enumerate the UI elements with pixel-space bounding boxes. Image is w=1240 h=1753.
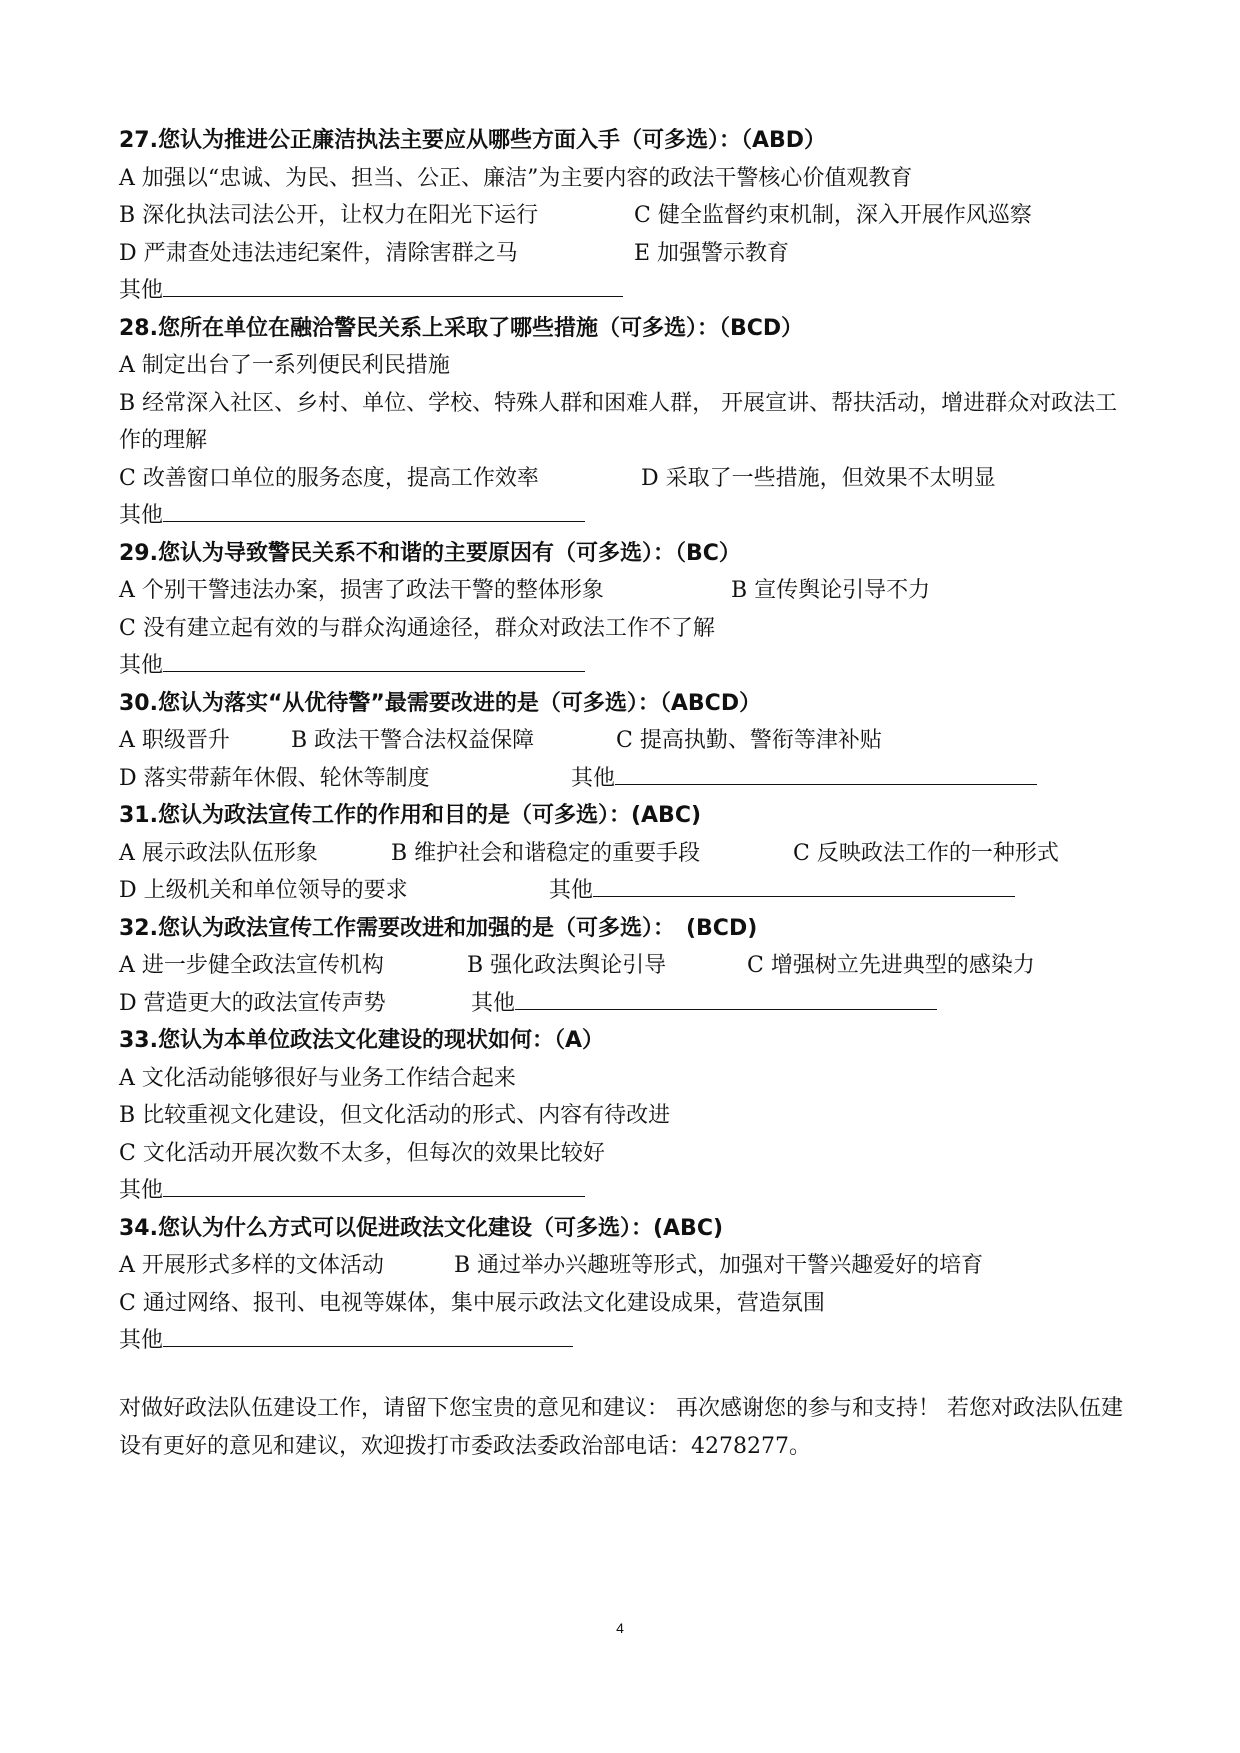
other-blank[interactable] xyxy=(163,497,585,522)
option: A 文化活动能够很好与业务工作结合起来 xyxy=(119,1065,516,1091)
other-label: 其他 xyxy=(471,990,516,1016)
option: D 严肃查处违法违纪案件，清除害群之马 xyxy=(119,240,518,266)
other-label: 其他 xyxy=(119,653,164,678)
option: C 反映政法工作的一种形式 xyxy=(793,840,1059,866)
other-line xyxy=(119,647,1129,685)
option: B 比较重视文化建设，但文化活动的形式、内容有待改进 xyxy=(119,1103,671,1128)
other-blank[interactable] xyxy=(163,272,623,297)
option-line xyxy=(119,347,1129,385)
option-line xyxy=(119,985,1129,1023)
option: D 营造更大的政法宣传声势 xyxy=(119,990,386,1016)
option: C 健全监督约束机制，深入开展作风巡察 xyxy=(634,203,1032,228)
option-line xyxy=(119,722,1129,760)
option: A 职级晋升 xyxy=(119,728,230,753)
question-29 xyxy=(119,535,1129,685)
option-line xyxy=(119,1135,1129,1173)
option: C 提高执勤、警衔等津补贴 xyxy=(616,728,882,753)
option: C 通过网络、报刊、电视等媒体，集中展示政法文化建设成果，营造氛围 xyxy=(119,1290,825,1316)
other-label: 其他 xyxy=(119,278,164,303)
question-title: 29.您认为导致警民关系不和谐的主要原因有（可多选）：（BC） xyxy=(119,540,741,566)
option: A 制定出台了一系列便民利民措施 xyxy=(119,353,450,378)
question-31 xyxy=(119,797,1129,910)
question-title: 30.您认为落实“从优待警”最需要改进的是（可多选）：（ABCD） xyxy=(119,690,762,716)
question-title: 33.您认为本单位政法文化建设的现状如何：（A） xyxy=(119,1028,605,1053)
other-blank[interactable] xyxy=(615,760,1037,785)
option: A 加强以“忠诚、为民、担当、公正、廉洁”为主要内容的政法干警核心价值观教育 xyxy=(119,165,913,191)
other-blank[interactable] xyxy=(163,647,585,672)
question-30 xyxy=(119,685,1129,798)
option: D 落实带薪年休假、轮休等制度 xyxy=(119,765,430,791)
option-line xyxy=(119,1060,1129,1098)
survey-content xyxy=(119,122,1129,1466)
option: B 维护社会和谐稳定的重要手段 xyxy=(391,840,701,866)
other-label: 其他 xyxy=(119,1328,164,1353)
option: A 进一步健全政法宣传机构 xyxy=(119,953,384,978)
other-line xyxy=(119,272,1129,310)
question-title: 34.您认为什么方式可以促进政法文化建设（可多选）：(ABC) xyxy=(119,1215,724,1241)
option-line xyxy=(119,835,1129,873)
option-line xyxy=(119,610,1129,648)
option-line xyxy=(119,572,1129,610)
option: B 宣传舆论引导不力 xyxy=(731,578,931,603)
question-28 xyxy=(119,310,1129,535)
other-label: 其他 xyxy=(119,1178,164,1203)
other-label: 其他 xyxy=(119,503,164,528)
option-line xyxy=(119,460,1129,498)
other-line xyxy=(119,1172,1129,1210)
option-line xyxy=(119,160,1129,198)
question-title: 27.您认为推进公正廉洁执法主要应从哪些方面入手（可多选）：（ABD） xyxy=(119,128,827,153)
other-label: 其他 xyxy=(549,878,594,903)
other-blank[interactable] xyxy=(163,1172,585,1197)
other-blank[interactable] xyxy=(593,872,1015,897)
option-line xyxy=(119,235,1129,273)
other-blank[interactable] xyxy=(163,1322,573,1347)
option-line xyxy=(119,385,1129,460)
option: C 没有建立起有效的与群众沟通途径，群众对政法工作不了解 xyxy=(119,615,715,641)
option: C 改善窗口单位的服务态度，提高工作效率 xyxy=(119,465,539,491)
question-27 xyxy=(119,122,1129,310)
option: B 通过举办兴趣班等形式，加强对干警兴趣爱好的培育 xyxy=(454,1253,984,1278)
option-line xyxy=(119,872,1129,910)
option: C 文化活动开展次数不太多，但每次的效果比较好 xyxy=(119,1140,605,1166)
option: B 深化执法司法公开，让权力在阳光下运行 xyxy=(119,203,539,228)
option: A 开展形式多样的文体活动 xyxy=(119,1253,384,1278)
option: B 经常深入社区、乡村、单位、学校、特殊人群和困难人群， 开展宣讲、帮扶活动，增进群众对政法工作的理解 xyxy=(119,390,1118,453)
option-line xyxy=(119,1097,1129,1135)
option: B 强化政法舆论引导 xyxy=(467,953,667,978)
option-line xyxy=(119,760,1129,798)
option-line xyxy=(119,1247,1129,1285)
option: C 增强树立先进典型的感染力 xyxy=(747,953,1035,978)
question-32 xyxy=(119,910,1129,1023)
option-line xyxy=(119,947,1129,985)
option: A 个别干警违法办案，损害了政法干警的整体形象 xyxy=(119,578,604,603)
option: E 加强警示教育 xyxy=(634,240,790,266)
page-number: 4 xyxy=(616,1620,624,1636)
option: D 上级机关和单位领导的要求 xyxy=(119,878,408,903)
question-title: 32.您认为政法宣传工作需要改进和加强的是（可多选）： (BCD) xyxy=(119,915,758,941)
question-33 xyxy=(119,1022,1129,1210)
other-line xyxy=(119,1322,1129,1360)
option: D 采取了一些措施，但效果不太明显 xyxy=(641,465,996,491)
question-title: 28.您所在单位在融洽警民关系上采取了哪些措施（可多选）：（BCD） xyxy=(119,315,804,341)
option: B 政法干警合法权益保障 xyxy=(291,728,535,753)
option-line xyxy=(119,1285,1129,1323)
closing-note: 对做好政法队伍建设工作，请留下您宝贵的意见和建议： 再次感谢您的参与和支持！ 若您对政法队伍建设有更好的意见和建议，欢迎拨打市委政法委政治部电话：4278277。 xyxy=(119,1395,1123,1459)
other-line xyxy=(119,497,1129,535)
other-blank[interactable] xyxy=(515,985,937,1010)
option: A 展示政法队伍形象 xyxy=(119,840,318,866)
question-34 xyxy=(119,1210,1129,1360)
other-label: 其他 xyxy=(571,765,616,791)
option-line xyxy=(119,197,1129,235)
question-title: 31.您认为政法宣传工作的作用和目的是（可多选）：(ABC) xyxy=(119,803,702,828)
